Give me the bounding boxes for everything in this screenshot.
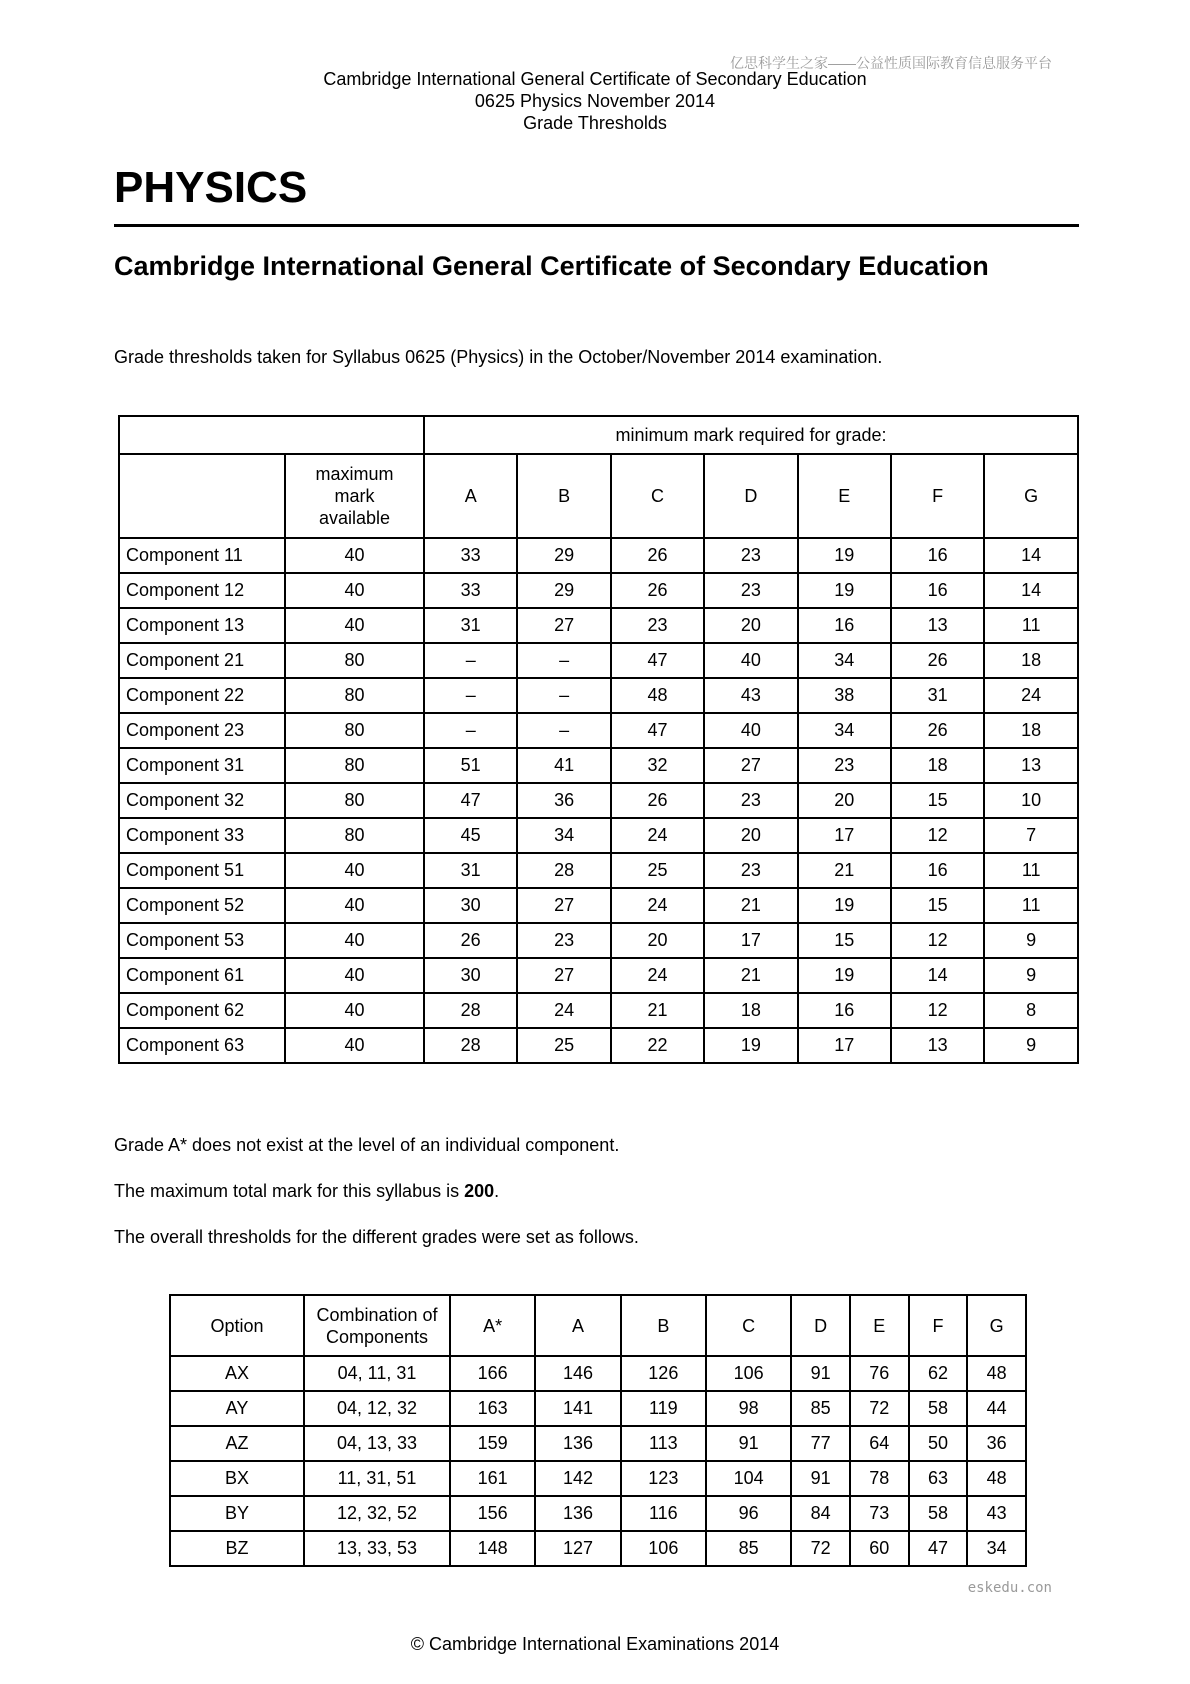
intro-text: Grade thresholds taken for Syllabus 0625 (Physics) in the October/November 2014 examination. [114,347,883,367]
mark-cell: 104 [706,1461,791,1496]
mark-cell: 106 [621,1531,706,1566]
max-mark-cell: 80 [285,643,424,678]
mark-cell: 116 [621,1496,706,1531]
mark-cell: 33 [424,538,517,573]
combination-cell: 12, 32, 52 [304,1496,450,1531]
table-header-row [119,454,1078,538]
mark-cell: 163 [450,1391,535,1426]
mark-cell: 12 [891,993,984,1028]
mark-cell: – [517,643,610,678]
mark-cell: 119 [621,1391,706,1426]
mark-cell: 29 [517,538,610,573]
combination-header-line: Combination of [316,1304,438,1325]
table-row [119,748,1078,783]
page-subtitle: Cambridge International General Certificate of Secondary Education [114,251,989,281]
grade-header: A [424,454,517,538]
mark-cell: 31 [424,608,517,643]
mark-cell: 20 [704,608,797,643]
mark-cell: 18 [984,713,1078,748]
mark-cell: 26 [891,643,984,678]
component-name: Component 12 [119,573,285,608]
mark-cell: 23 [704,573,797,608]
watermark-text: 亿思科学生之家——公益性质国际教育信息服务平台 [730,55,1052,71]
combination-header-line: Components [325,1326,429,1347]
mark-cell: 78 [850,1461,909,1496]
source-mark: eskedu.con [967,1580,1052,1596]
header-line-3: Grade Thresholds [523,113,667,133]
mark-cell: 28 [424,993,517,1028]
component-name: Component 62 [119,993,285,1028]
mark-cell: 51 [424,748,517,783]
mark-cell: 91 [791,1461,850,1496]
mark-cell: 28 [517,853,610,888]
table-row [119,853,1078,888]
component-name: Component 23 [119,713,285,748]
mark-cell: 27 [517,888,610,923]
mark-cell: 98 [706,1391,791,1426]
astar-note: Grade A* does not exist at the level of an individual component. [114,1135,620,1155]
mark-cell: 48 [611,678,704,713]
mark-cell: 96 [706,1496,791,1531]
grade-header: D [791,1295,850,1356]
component-name: Component 63 [119,1028,285,1063]
mark-cell: 12 [891,818,984,853]
mark-cell: 47 [424,783,517,818]
mark-cell: – [424,678,517,713]
table-row [119,958,1078,993]
mark-cell: 34 [517,818,610,853]
option-cell: AX [170,1356,304,1391]
option-cell: AY [170,1391,304,1426]
mark-cell: 17 [798,818,891,853]
grade-header: F [891,454,984,538]
mark-cell: 16 [798,608,891,643]
component-name: Component 32 [119,783,285,818]
mark-cell: 63 [909,1461,968,1496]
option-cell: BX [170,1461,304,1496]
mark-cell: 44 [967,1391,1026,1426]
mark-cell: 34 [967,1531,1026,1566]
table-row [170,1356,1026,1391]
mark-cell: 29 [517,573,610,608]
max-mark-cell: 40 [285,958,424,993]
grade-header: E [850,1295,909,1356]
mark-cell: – [424,643,517,678]
max-mark-cell: 40 [285,888,424,923]
max-mark-header-line: available [318,508,391,528]
mark-cell: 20 [704,818,797,853]
mark-cell: 72 [850,1391,909,1426]
mark-cell: 14 [984,538,1078,573]
mark-cell: 32 [611,748,704,783]
combination-cell: 04, 11, 31 [304,1356,450,1391]
mark-cell: 85 [791,1391,850,1426]
mark-cell: 34 [798,713,891,748]
component-name: Component 31 [119,748,285,783]
mark-cell: 7 [984,818,1078,853]
mark-cell: 17 [704,923,797,958]
mark-cell: 41 [517,748,610,783]
mark-cell: 23 [611,608,704,643]
mark-cell: 24 [611,818,704,853]
mark-cell: 16 [891,538,984,573]
mark-cell: 19 [798,538,891,573]
table-row [170,1461,1026,1496]
mark-cell: – [424,713,517,748]
mark-cell: 11 [984,888,1078,923]
mark-cell: 8 [984,993,1078,1028]
max-total-note [114,1180,499,1203]
mark-cell: 23 [517,923,610,958]
mark-cell: 18 [891,748,984,783]
overall-thresholds-table [169,1294,1027,1567]
mark-cell: 30 [424,888,517,923]
mark-cell: 64 [850,1426,909,1461]
mark-cell: 21 [704,888,797,923]
mark-cell: 113 [621,1426,706,1461]
mark-cell: 36 [517,783,610,818]
mark-cell: 141 [535,1391,620,1426]
mark-cell: 43 [704,678,797,713]
combination-header [304,1295,450,1356]
empty-header-cell [119,416,424,454]
mark-cell: 19 [704,1028,797,1063]
mark-cell: 15 [891,783,984,818]
mark-cell: 15 [891,888,984,923]
mark-cell: 31 [424,853,517,888]
mark-cell: 47 [611,713,704,748]
mark-cell: 123 [621,1461,706,1496]
mark-cell: 91 [706,1426,791,1461]
table-row [119,573,1078,608]
table-row [170,1391,1026,1426]
table-row [119,888,1078,923]
mark-cell: 84 [791,1496,850,1531]
mark-cell: 136 [535,1496,620,1531]
mark-cell: 136 [535,1426,620,1461]
mark-cell: 77 [791,1426,850,1461]
mark-cell: – [517,713,610,748]
mark-cell: 48 [967,1356,1026,1391]
table-row [119,678,1078,713]
mark-cell: 48 [967,1461,1026,1496]
mark-cell: 17 [798,1028,891,1063]
mark-cell: 26 [891,713,984,748]
mark-cell: 14 [984,573,1078,608]
mark-cell: 28 [424,1028,517,1063]
mark-cell: 34 [798,643,891,678]
mark-cell: 11 [984,608,1078,643]
mark-cell: 23 [704,538,797,573]
mark-cell: 45 [424,818,517,853]
table-header-row [170,1295,1026,1356]
mark-cell: 11 [984,853,1078,888]
mark-cell: 16 [891,853,984,888]
mark-cell: 26 [611,783,704,818]
table-row [119,713,1078,748]
component-name: Component 33 [119,818,285,853]
page-title: PHYSICS [114,163,308,212]
mark-cell: 73 [850,1496,909,1531]
mark-cell: 19 [798,958,891,993]
table-row [119,538,1078,573]
mark-cell: 24 [984,678,1078,713]
mark-cell: 24 [517,993,610,1028]
header-line-2: 0625 Physics November 2014 [474,91,716,111]
title-rule [114,224,1079,227]
max-mark-header-line: maximum [315,464,394,484]
component-thresholds-table [118,415,1079,1064]
option-cell: BZ [170,1531,304,1566]
mark-cell: 20 [798,783,891,818]
mark-cell: 13 [891,1028,984,1063]
grade-header: B [517,454,610,538]
grade-header: G [967,1295,1026,1356]
max-mark-cell: 40 [285,538,424,573]
mark-cell: 26 [611,573,704,608]
mark-cell: 166 [450,1356,535,1391]
mark-cell: 40 [704,643,797,678]
mark-cell: 23 [704,853,797,888]
max-mark-cell: 80 [285,713,424,748]
mark-cell: 19 [798,888,891,923]
combination-cell: 11, 31, 51 [304,1461,450,1496]
max-mark-cell: 40 [285,608,424,643]
grade-header: B [621,1295,706,1356]
component-name: Component 51 [119,853,285,888]
mark-cell: 26 [424,923,517,958]
component-name: Component 22 [119,678,285,713]
table-row [119,643,1078,678]
mark-cell: 10 [984,783,1078,818]
grade-header: D [704,454,797,538]
grade-header: A [535,1295,620,1356]
max-mark-cell: 80 [285,748,424,783]
overall-note: The overall thresholds for the different grades were set as follows. [114,1227,639,1247]
max-mark-cell: 40 [285,853,424,888]
mark-cell: 21 [798,853,891,888]
mark-cell: 9 [984,1028,1078,1063]
mark-cell: 22 [611,1028,704,1063]
table-row [119,923,1078,958]
grade-header: C [611,454,704,538]
mark-cell: 106 [706,1356,791,1391]
mark-cell: 142 [535,1461,620,1496]
component-name: Component 52 [119,888,285,923]
option-header: Option [170,1295,304,1356]
mark-cell: 58 [909,1391,968,1426]
mark-cell: 27 [517,608,610,643]
mark-cell: 9 [984,923,1078,958]
max-mark-cell: 80 [285,818,424,853]
max-mark-cell: 40 [285,573,424,608]
table-row [119,993,1078,1028]
mark-cell: 62 [909,1356,968,1391]
table-row [119,1028,1078,1063]
mark-cell: 58 [909,1496,968,1531]
table-row [119,608,1078,643]
mark-cell: 16 [891,573,984,608]
mark-cell: 25 [517,1028,610,1063]
mark-cell: 38 [798,678,891,713]
combination-cell: 13, 33, 53 [304,1531,450,1566]
combination-cell: 04, 12, 32 [304,1391,450,1426]
mark-cell: 91 [791,1356,850,1391]
mark-cell: 146 [535,1356,620,1391]
mark-cell: 12 [891,923,984,958]
mark-cell: 26 [611,538,704,573]
mark-cell: 126 [621,1356,706,1391]
mark-cell: 156 [450,1496,535,1531]
option-cell: BY [170,1496,304,1531]
grade-header: C [706,1295,791,1356]
grade-header: G [984,454,1078,538]
span-header: minimum mark required for grade: [424,416,1078,454]
max-mark-cell: 40 [285,993,424,1028]
option-cell: AZ [170,1426,304,1461]
mark-cell: – [517,678,610,713]
header-line-1: Cambridge International General Certificate of Secondary Education [323,69,867,89]
mark-cell: 21 [611,993,704,1028]
mark-cell: 13 [984,748,1078,783]
mark-cell: 60 [850,1531,909,1566]
mark-cell: 72 [791,1531,850,1566]
mark-cell: 27 [517,958,610,993]
mark-cell: 127 [535,1531,620,1566]
mark-cell: 31 [891,678,984,713]
table-row [170,1531,1026,1566]
grade-header: F [909,1295,968,1356]
component-name: Component 61 [119,958,285,993]
max-total-prefix: The maximum total mark for this syllabus is [114,1181,465,1201]
table-header-row [119,416,1078,454]
copyright-footer: © Cambridge International Examinations 2014 [410,1634,780,1654]
grade-header: A* [450,1295,535,1356]
table-row [119,818,1078,853]
mark-cell: 15 [798,923,891,958]
mark-cell: 23 [798,748,891,783]
mark-cell: 161 [450,1461,535,1496]
mark-cell: 76 [850,1356,909,1391]
mark-cell: 148 [450,1531,535,1566]
mark-cell: 24 [611,888,704,923]
mark-cell: 23 [704,783,797,818]
component-name: Component 21 [119,643,285,678]
grade-header: E [798,454,891,538]
max-total-suffix: . [494,1181,500,1201]
mark-cell: 13 [891,608,984,643]
combination-cell: 04, 13, 33 [304,1426,450,1461]
mark-cell: 25 [611,853,704,888]
max-mark-cell: 80 [285,783,424,818]
mark-cell: 40 [704,713,797,748]
max-mark-header-line: mark [334,486,375,506]
component-name: Component 11 [119,538,285,573]
max-total-value: 200 [464,1181,495,1201]
mark-cell: 20 [611,923,704,958]
mark-cell: 33 [424,573,517,608]
mark-cell: 159 [450,1426,535,1461]
max-mark-header [285,454,424,538]
mark-cell: 24 [611,958,704,993]
mark-cell: 85 [706,1531,791,1566]
mark-cell: 21 [704,958,797,993]
mark-cell: 47 [611,643,704,678]
table-row [170,1426,1026,1461]
max-mark-cell: 80 [285,678,424,713]
component-name: Component 53 [119,923,285,958]
mark-cell: 36 [967,1426,1026,1461]
table-row [170,1496,1026,1531]
max-mark-cell: 40 [285,923,424,958]
component-name: Component 13 [119,608,285,643]
mark-cell: 47 [909,1531,968,1566]
mark-cell: 30 [424,958,517,993]
mark-cell: 9 [984,958,1078,993]
table-row [119,783,1078,818]
mark-cell: 43 [967,1496,1026,1531]
mark-cell: 19 [798,573,891,608]
mark-cell: 16 [798,993,891,1028]
max-mark-cell: 40 [285,1028,424,1063]
mark-cell: 27 [704,748,797,783]
empty-header-cell [119,454,285,538]
mark-cell: 50 [909,1426,968,1461]
mark-cell: 18 [984,643,1078,678]
mark-cell: 18 [704,993,797,1028]
mark-cell: 14 [891,958,984,993]
